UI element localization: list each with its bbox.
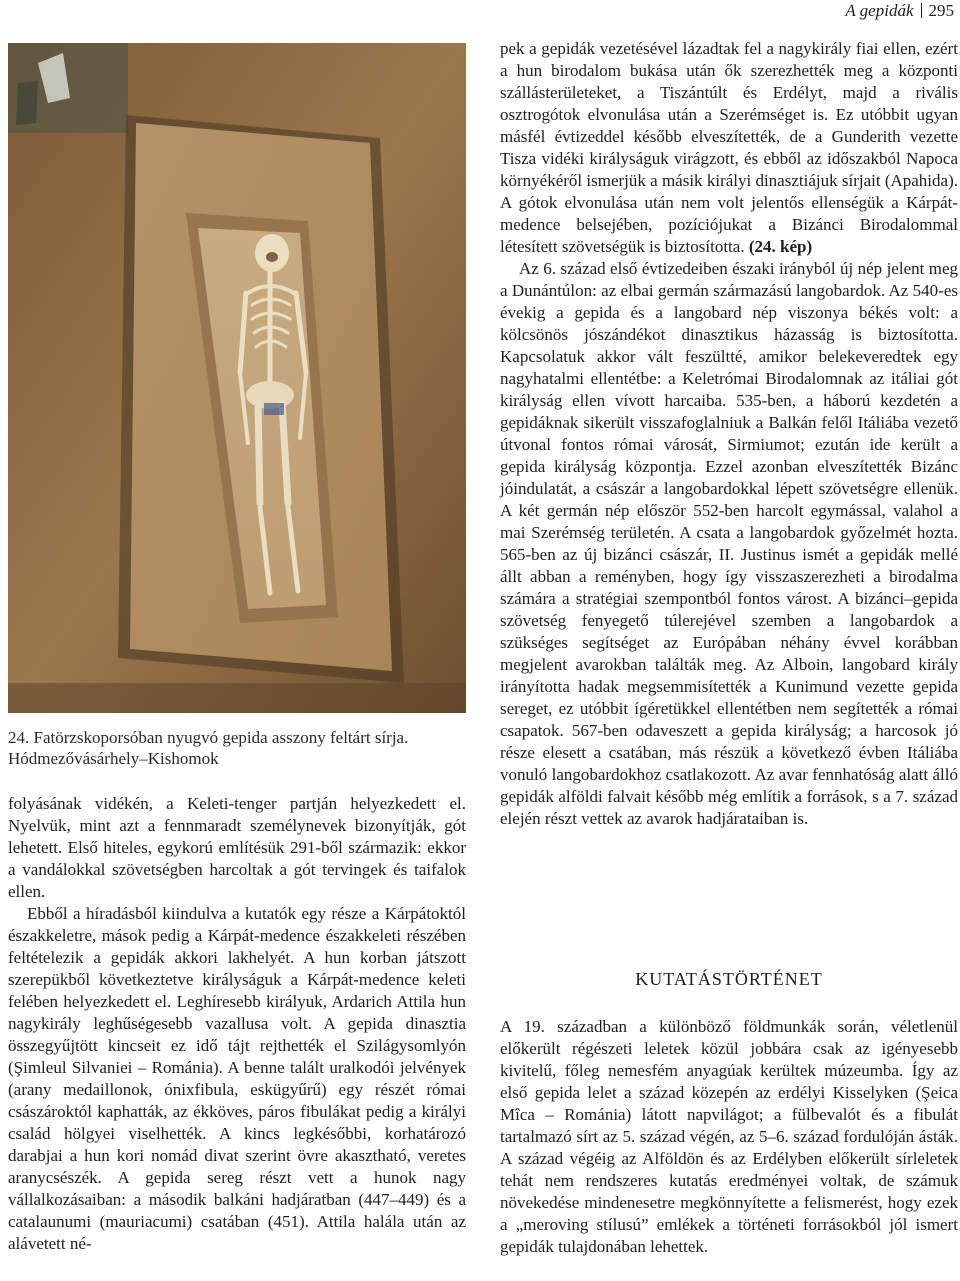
- research-history-text: [500, 1016, 958, 1258]
- left-column-text: [8, 793, 466, 1255]
- page-number: 295: [928, 1, 954, 20]
- running-head-divider: [921, 3, 922, 18]
- running-head-section: A gepidák: [845, 1, 914, 20]
- caption-line-2: Hódmezővásárhely–Kishomok: [8, 749, 219, 768]
- right-paragraph-3: A 19. században a különböző földmunkák során, véletlenül előkerült régészeti leletek közül jobbára csak az igényesebb kivitelű, főleg nemesfém anyagúak kerültek múzeumba. Így az első gepida lelet a század közepén az erdélyi Kisselyken (Şeica Mîca – Románia) látott napvilágot; a fülbevalót és a fibulát tartalmazó sírt az 5. század végén, az 5–6. század fordulóján ásták. A század végéig az Alföldön és az Erdélyben előkerült sírleletek tehát nem rendszeres kutatás eredményei voltak, de számuk növekedése mindenesetre megkönnyítette a felismerést, hogy ezek a „meroving stílusú” emlékek a történeti forrásokból jól ismert gepidák tulajdonában lehettek.: [500, 1017, 958, 1256]
- grave-photo: [8, 43, 466, 713]
- right-paragraph-1: [500, 38, 958, 258]
- left-paragraph-1: folyásának vidékén, a Keleti-tenger partján helyezkedett el. Nyelvük, mint azt a fennmaradt személynevek bizonyítják, gót lehetett. Első hiteles, egykorú említésük 291-ből származik: ekkor a vandálokkal szövetségben harcoltak a gót tervingek és taifalok ellen.: [8, 794, 466, 901]
- section-heading: KUTATÁSTÖRTÉNET: [635, 969, 823, 989]
- left-paragraph-2: Ebből a híradásból kiindulva a kutatók egy része a Kárpátoktól északkeletre, mások pedig a Kárpát-medence északkeleti részében feltételezik a gepidák akkori lakhelyét. A hun korban játszott szerepükből következtetve királyságuk a Kárpát-medence keleti felében helyezkedett el. Leghíresebb királyuk, Ardarich Attila hun nagykirály leghűségesebb vazallusa volt. A gepida dinasztia összegyűjtött kincseit ez idő tájt rejthették el Szilágysomlyón (Şimleul Silvaniei – Románia). A benne talált uralkodói jelvények (arany medaillonok, ónixfibula, eskügyűrű) egy részét római császároktól kaphatták, az ékköves, páros fibulákat pedig a királyi család hölgyei viselhették. A kincs legkésőbbi, korhatározó darabjai a hun kori nomád divat szerint övre akasztható, veretes aranycsészék. A gepida sereg részt vett a hunok nagy vállalkozásaiban: a második balkáni hadjáratban (447–449) és a catalaunumi (mauriacumi) csatában (451). Attila halála után az alávetett né-: [8, 904, 466, 1253]
- running-head: [845, 0, 954, 22]
- caption-line-1: 24. Fatörzskoporsóban nyugvó gepida asszony feltárt sírja.: [8, 728, 409, 747]
- figure-reference: (24. kép): [748, 237, 813, 256]
- figure-caption: [8, 727, 466, 769]
- right-paragraph-1-text: pek a gepidák vezetésével lázadtak fel a nagykirály fiai ellen, ezért a hun birodalom bukása után ők szerezhették meg a központi szállásterületeket, a Tiszántúlt és Erdélyt, majd a rivális osztrogótok elvonulása után a Szerémséget is. Ez utóbbit ugyan másfél évtizeddel később elveszítették, de a Gunderith vezette Tisza vidéki királyságuk virágzott, és ebből az időszakból Napoca környékéről ismerjük a másik királyi dinasztiájuk sírjait (Apahida). A gótok elvonulása után nem volt jelentős ellenségük a Kárpát-medence belsejében, pozíciójukat a Bizánci Birodalommal létesített szövetségük is biztosította.: [500, 39, 958, 256]
- right-paragraph-2: Az 6. század első évtizedeiben északi irányból új nép jelent meg a Dunántúlon: az elbai germán származású langobardok. Az 540-es évekig a gepida és a langobard nép viszonya békés volt: a kölcsönös jószándékot dinasztikus házasság is biztosította. Kapcsolatuk akkor vált feszültté, amikor belekeveredtek egy nagyhatalmi ellentétbe: a Keletrómai Birodalomnak az itáliai gót királyság ellen vívott harcaiba. 535-ben, a háború kezdetén a gepidáknak sikerült visszafoglalniuk a Balkán felől Itáliába vezető útvonal fontos római városát, Sirmiumot; ezután ide került a gepida királyság központja. Ezzel azonban elveszítették Bizánc jóindulatát, a császár a langobardokkal lépett szövetségre ellenük. A két germán nép először 552-ben harcolt egymással, valahol a mai Szerémség területén. A csata a langobardok győzelmét hozta. 565-ben az új bizánci császár, II. Justinus ismét a gepidák mellé állt abban a reményben, hogy így visszaszerezheti a birodalma számára a stratégiai szempontból fontos várost. A bizánci–gepida szövetség fenyegető túlerejével szemben a langobardok a szükséges segítséget az Európában néhány évvel korábban megjelent avarokban találták meg. Az Alboin, langobard király irányította hadak megsemmisítették a Kunimund vezette gepida sereget, ez utóbbit ígéretükkel ellentétben nem segítették a római csapatok. 567-ben odaveszett a gepida királyság; a harcosok jó része elesett a csatában, más részük a következő évben Itáliába vonuló langobardokhoz csatlakozott. Az avar fennhatóság alatt álló gepidák alföldi falvait később még említik a források, s a 7. század elején részt vettek az avarok hadjárataiban is.: [500, 259, 958, 828]
- right-column-text: [500, 38, 958, 830]
